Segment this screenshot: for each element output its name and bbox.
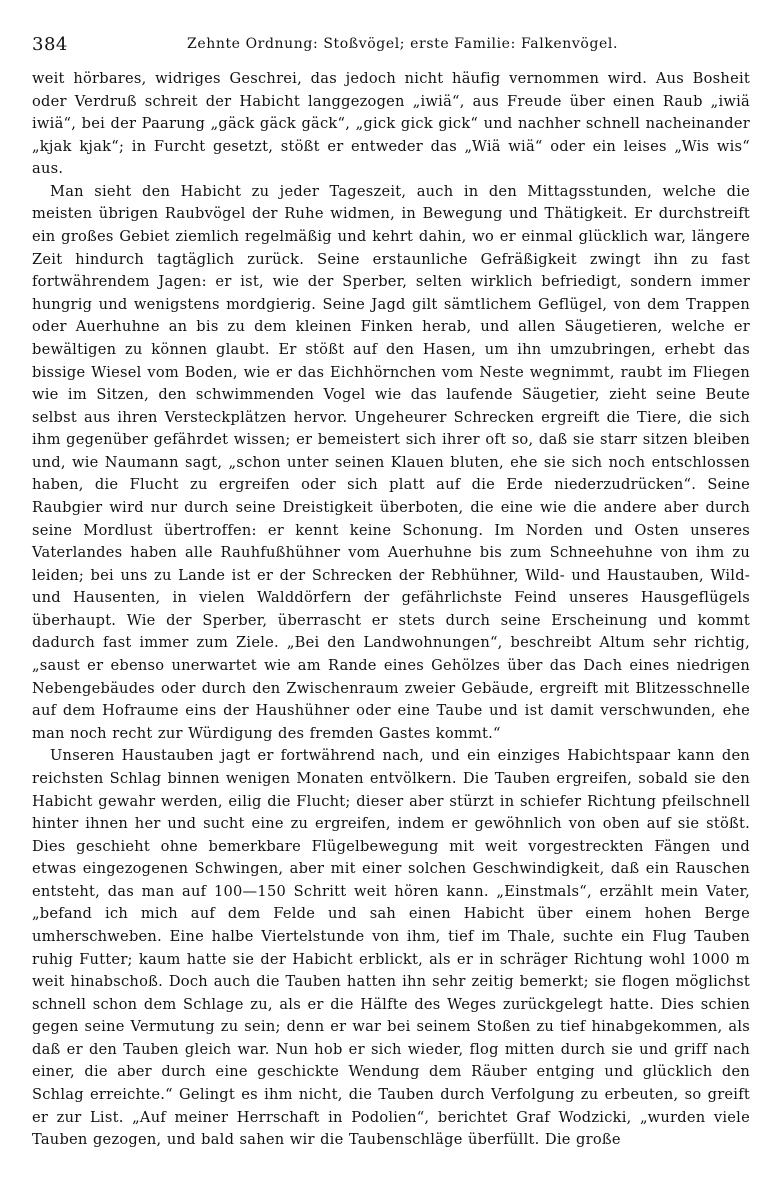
paragraph-2: Man sieht den Habicht zu jeder Tageszeit, auch in den Mittagsstunden, welche die meisten übrigen Raubvögel der Ruhe widmen, in Bewegung und Thätigkeit. Er durchstreift ein großes Gebiet ziemlich regelmäßig und kehrt dahin, wo er einmal glücklich war, längere Zeit hindurch tagtäglich zurück. Seine erstaunliche Gefräßigkeit zwingt ihn zu fast fortwährendem Jagen: er ist, wie der Sperber, selten wirklich befriedigt, sondern immer hungrig und wenigstens mordgierig. Seine Jagd gilt sämtlichem Geflügel, von dem Trappen oder Auerhuhne an bis zu dem kleinen Finken herab, und allen Säugetieren, welche er bewältigen zu können glaubt. Er stößt auf den Hasen, um ihn umzubringen, erhebt das bissige Wiesel vom Boden, wie er das Eichhörnchen vom Neste wegnimmt, raubt im Fliegen wie im Sitzen, den schwimmenden Vogel wie das laufende Säugetier, zieht seine Beute selbst aus ihren Versteckplätzen hervor. Ungeheurer Schrecken ergreift die Tiere, die sich ihm gegenüber gefährdet wissen; er bemeistert sich ihrer oft so, daß sie starr sitzen bleiben und, wie Naumann sagt, „schon unter seinen Klauen bluten, ehe sie sich noch entschlossen haben, die Flucht zu ergreifen oder sich platt auf die Erde niederzudrücken“. Seine Raubgier wird nur durch seine Dreistigkeit überboten, die eine wie die andere aber durch seine Mordlust übertroffen: er kennt keine Schonung. Im Norden und Osten unseres Vaterlandes haben alle Rauhfußhühner vom Auerhuhne bis zum Schneehuhne von ihm zu leiden; bei uns zu Lande ist er der Schrecken der Rebhühner, Wild- und Haustauben, Wild- und Hausenten, in vielen Walddörfern der gefährlichste Feind unseres Hausgeflügels überhaupt. Wie der Sperber, überrascht er stets durch seine Erscheinung und kommt dadurch fast immer zum Ziele. „Bei den Landwohnungen“, beschreibt Altum sehr richtig, „saust er ebenso unerwartet wie am Rande eines Gehölzes über das Dach eines niedrigen Nebengebäudes oder durch den Zwischenraum zweier Gebäude, ergreift mit Blitzesschnelle auf dem Hofraume eins der Haushühner oder eine Taube und ist damit verschwunden, ehe man noch recht zur Würdigung des fremden Gastes kommt.“ (32, 182, 750, 742)
book-page (32, 30, 750, 1180)
running-head (32, 30, 750, 64)
page-number: 384 (32, 34, 68, 55)
paragraph-1: weit hörbares, widriges Geschrei, das jedoch nicht häufig vernommen wird. Aus Bosheit oder Verdruß schreit der Habicht langgezogen „iwiä“, aus Freude über einen Raub „iwiä iwiä“, bei der Paarung „gäck gäck gäck“, „gick gick gick“ und nachher schnell nacheinander „kjak kjak“; in Furcht gesetzt, stößt er entweder das „Wiä wiä“ oder ein leises „Wis wis“ aus. (32, 70, 750, 178)
running-title: Zehnte Ordnung: Stoßvögel; erste Familie: Falkenvögel. (187, 36, 619, 52)
paragraph-3: Unseren Haustauben jagt er fortwährend nach, und ein einziges Habichtspaar kann den reichsten Schlag binnen wenigen Monaten entvölkern. Die Tauben ergreifen, sobald sie den Habicht gewahr werden, eilig die Flucht; dieser aber stürzt in schiefer Richtung pfeilschnell hinter ihnen her und sucht eine zu ergreifen, indem er gewöhnlich von oben auf sie stößt. Dies geschieht ohne bemerkbare Flügelbewegung mit weit vorgestreckten Fängen und etwas eingezogenen Schwingen, aber mit einer solchen Geschwindigkeit, daß ein Rauschen entsteht, das man auf 100—150 Schritt weit hören kann. „Einstmals“, erzählt mein Vater, „befand ich mich auf dem Felde und sah einen Habicht über einem hohen Berge umherschweben. Eine halbe Viertelstunde von ihm, tief im Thale, suchte ein Flug Tauben ruhig Futter; kaum hatte sie der Habicht erblickt, als er in schräger Richtung wohl 1000 m weit hinabschoß. Doch auch die Tauben hatten ihn sehr zeitig bemerkt; sie flogen möglichst schnell schon dem Schlage zu, als er die Hälfte des Weges zurückgelegt hatte. Dies schien gegen seine Vermutung zu sein; denn er war bei seinem Stoßen zu tief hinabgekommen, als daß er den Tauben gleich war. Nun hob er sich wieder, flog mitten durch sie und griff nach einer, die aber durch eine geschickte Wendung dem Räuber entging und glücklich den Schlag erreichte.“ Gelingt es ihm nicht, die Tauben durch Verfolgung zu erbeuten, so greift er zur List. „Auf meiner Herrschaft in Podolien“, berichtet Graf Wodzicki, „wurden viele Tauben gezogen, und bald sahen wir die Taubenschläge überfüllt. Die große (32, 747, 750, 1149)
body-text (32, 68, 750, 1152)
